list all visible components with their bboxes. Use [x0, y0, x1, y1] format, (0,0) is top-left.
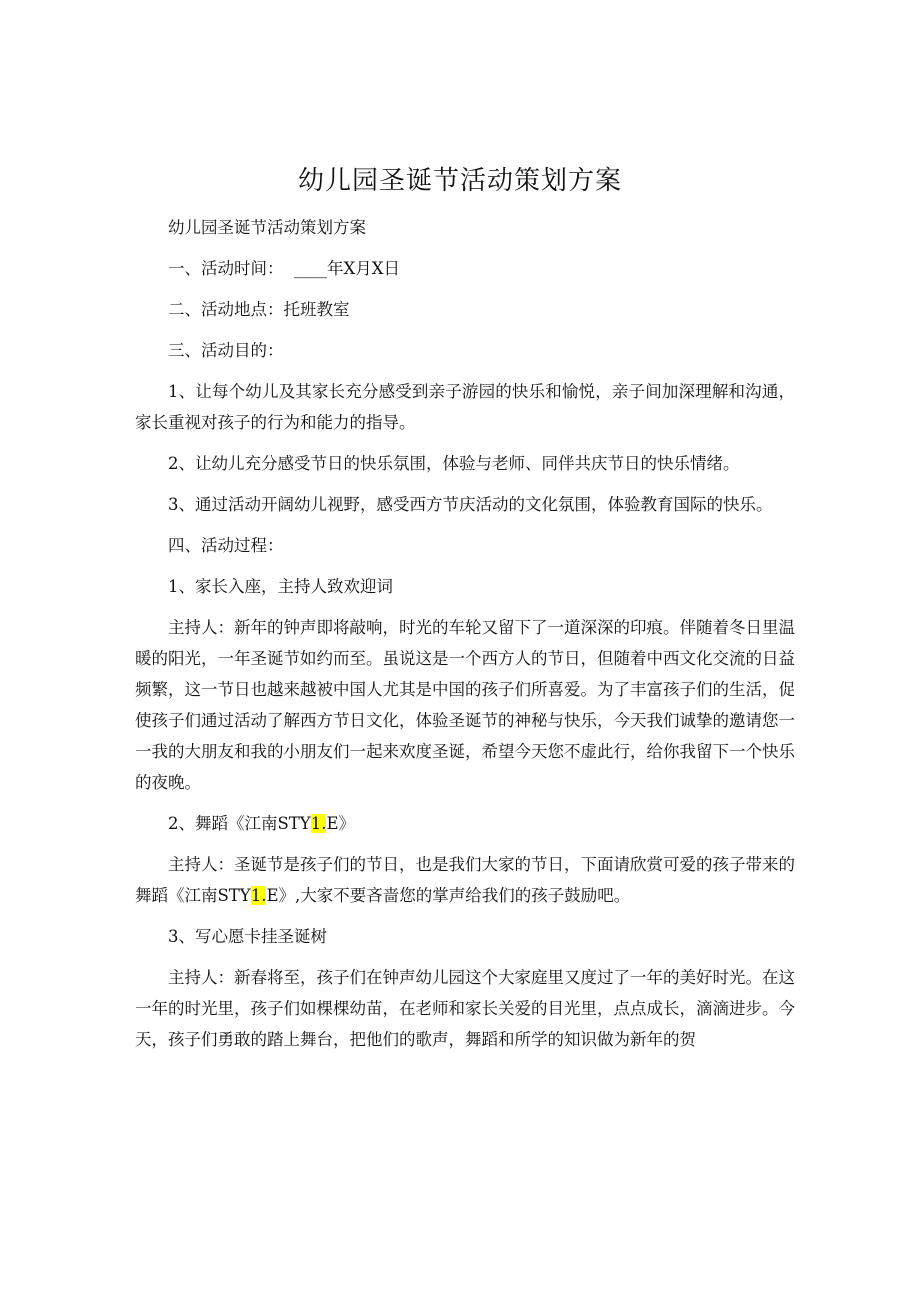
subtitle-paragraph: 幼儿园圣诞节活动策划方案	[168, 218, 366, 237]
process-step-2	[135, 808, 795, 839]
host-dance-text-end: E》,大家不要吝啬您的掌声给我们的孩子鼓励吧。	[266, 886, 631, 905]
highlighted-text: 1.	[310, 814, 327, 833]
purpose-item-3: 3、通过活动开阔幼儿视野，感受西方节庆活动的文化氛围，体验教育国际的快乐。	[168, 495, 773, 514]
activity-purpose-heading: 三、活动目的：	[168, 341, 284, 360]
host-newyear-speech: 主持人：新春将至，孩子们在钟声幼儿园这个大家庭里又度过了一年的美好时光。在这一年的时光里，孩子们如棵棵幼苗，在老师和家长关爱的目光里，点点成长，滴滴进步。今天，孩子们勇敢的踏上舞台，把他们的歌声，舞蹈和所学的知识做为新年的贺	[135, 968, 795, 1049]
host-dance-text: 主持人：圣诞节是孩子们的节日，也是我们大家的节日，下面请欣赏可爱的孩子带来的舞蹈《江南STY	[135, 855, 795, 905]
document-title: 幼儿园圣诞节活动策划方案	[297, 166, 622, 196]
dance-line-text: 2、舞蹈《江南STY	[168, 814, 311, 833]
host-dance-speech	[135, 849, 795, 911]
dance-line-text-end: E》	[326, 814, 355, 833]
highlighted-text: 1.	[250, 886, 267, 905]
activity-process-heading: 四、活动过程：	[168, 536, 284, 555]
purpose-item-2: 2、让幼儿充分感受节日的快乐氛围，体验与老师、同伴共庆节日的快乐情绪。	[168, 454, 740, 473]
host-welcome-speech: 主持人：新年的钟声即将敲响，时光的车轮又留下了一道深深的印痕。伴随着冬日里温暖的阳光，一年圣诞节如约而至。虽说这是一个西方人的节日，但随着中西文化交流的日益频繁，这一节日也越来越被中国人尤其是中国的孩子们所喜爱。为了丰富孩子们的生活，促使孩子们通过活动了解西方节日文化，体验圣诞节的神秘与快乐，今天我们诚挚的邀请您一一我的大朋友和我的小朋友们一起来欢度圣诞，希望今天您不虚此行，给你我留下一个快乐的夜晚。	[135, 618, 795, 792]
process-step-3: 3、写心愿卡挂圣诞树	[168, 927, 327, 946]
purpose-item-1: 1、让每个幼儿及其家长充分感受到亲子游园的快乐和愉悦，亲子间加深理解和沟通，家长重视对孩子的行为和能力的指导。	[135, 382, 795, 432]
process-step-1: 1、家长入座，主持人致欢迎词	[168, 577, 393, 596]
activity-location: 二、活动地点：托班教室	[168, 300, 350, 319]
activity-time: 一、活动时间： ____年X月X日	[168, 259, 400, 278]
document-body	[135, 212, 795, 1065]
